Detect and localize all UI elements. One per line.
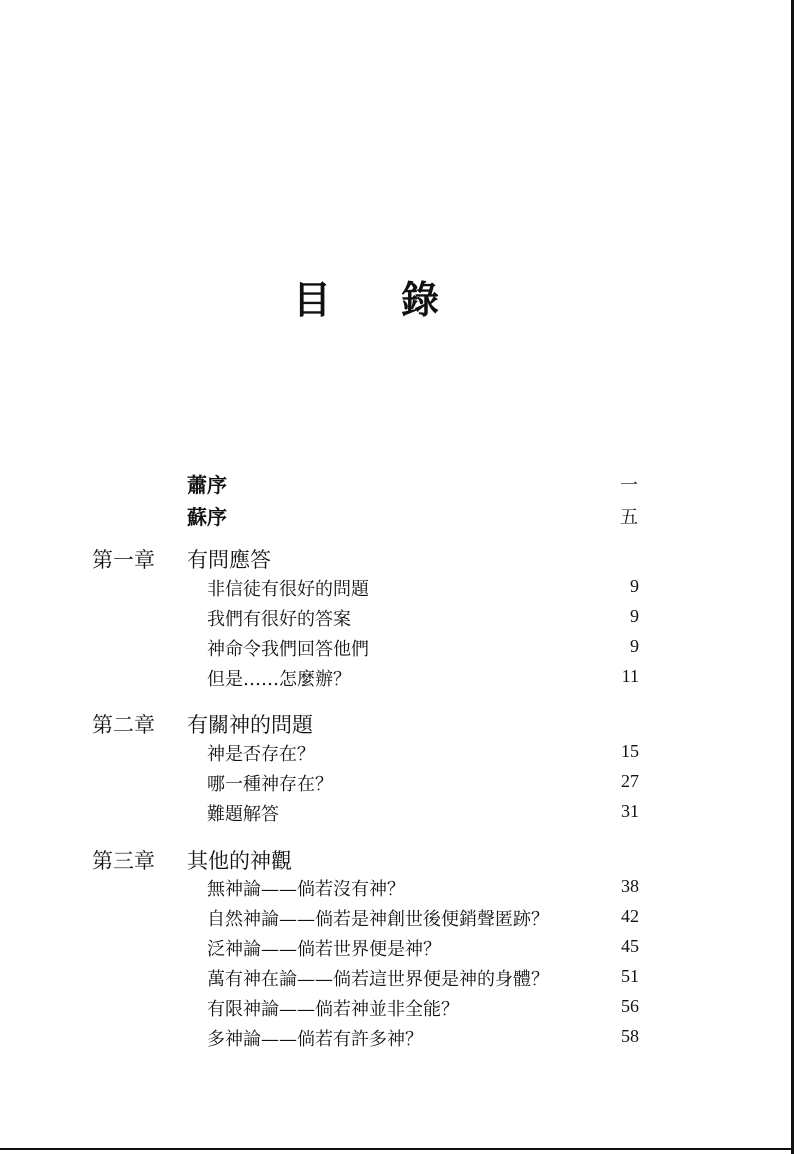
chapter-2-title[interactable]: 有關神的問題 xyxy=(187,713,313,737)
chapter-3-section-5-page: 56 xyxy=(621,996,639,1016)
preface-title-1[interactable]: 蕭序 xyxy=(187,473,227,497)
chapter-1-section-3[interactable]: 神命令我們回答他們 xyxy=(207,639,369,660)
chapter-3-section-3[interactable]: 泛神論——倘若世界便是神？ xyxy=(207,939,441,960)
chapter-3-section-4[interactable]: 萬有神在論——倘若這世界便是神的身體？ xyxy=(207,969,549,990)
preface-title-2[interactable]: 蘇序 xyxy=(187,505,227,529)
page-title-char-1: 目 xyxy=(293,278,332,322)
chapter-1-label: 第一章 xyxy=(92,548,155,572)
chapter-1-section-4-page: 11 xyxy=(621,666,639,686)
chapter-1-section-3-page: 9 xyxy=(630,636,639,656)
scan-bottom-edge xyxy=(0,1148,794,1150)
chapter-3-section-2-page: 42 xyxy=(621,906,639,926)
chapter-1-title[interactable]: 有問應答 xyxy=(187,548,271,572)
chapter-3-title[interactable]: 其他的神觀 xyxy=(187,849,292,873)
chapter-3-section-6[interactable]: 多神論——倘若有許多神？ xyxy=(207,1029,423,1050)
scan-right-edge xyxy=(791,0,794,1154)
chapter-2-label: 第二章 xyxy=(92,713,155,737)
chapter-2-section-1-page: 15 xyxy=(621,741,639,761)
chapter-2-section-2[interactable]: 哪一種神存在？ xyxy=(207,774,333,795)
chapter-2-section-3[interactable]: 難題解答 xyxy=(207,804,279,825)
preface-page-1: 一 xyxy=(620,475,638,496)
chapter-1-section-4[interactable]: 但是……怎麼辦？ xyxy=(207,669,351,690)
chapter-2-section-2-page: 27 xyxy=(621,771,639,791)
chapter-3-section-5[interactable]: 有限神論——倘若神並非全能？ xyxy=(207,999,459,1020)
preface-page-2: 五 xyxy=(620,507,638,528)
chapter-3-section-4-page: 51 xyxy=(621,966,639,986)
chapter-3-section-3-page: 45 xyxy=(621,936,639,956)
page-title-char-2: 錄 xyxy=(401,278,440,322)
chapter-3-section-6-page: 58 xyxy=(621,1026,639,1046)
chapter-3-section-1-page: 38 xyxy=(621,876,639,896)
chapter-1-section-2[interactable]: 我們有很好的答案 xyxy=(207,609,351,630)
chapter-1-section-2-page: 9 xyxy=(630,606,639,626)
chapter-3-label: 第三章 xyxy=(92,849,155,873)
chapter-2-section-1[interactable]: 神是否存在？ xyxy=(207,744,315,765)
chapter-1-section-1-page: 9 xyxy=(630,576,639,596)
chapter-1-section-1[interactable]: 非信徒有很好的問題 xyxy=(207,579,369,600)
chapter-3-section-2[interactable]: 自然神論——倘若是神創世後便銷聲匿跡？ xyxy=(207,909,549,930)
chapter-2-section-3-page: 31 xyxy=(621,801,639,821)
chapter-3-section-1[interactable]: 無神論——倘若沒有神？ xyxy=(207,879,405,900)
